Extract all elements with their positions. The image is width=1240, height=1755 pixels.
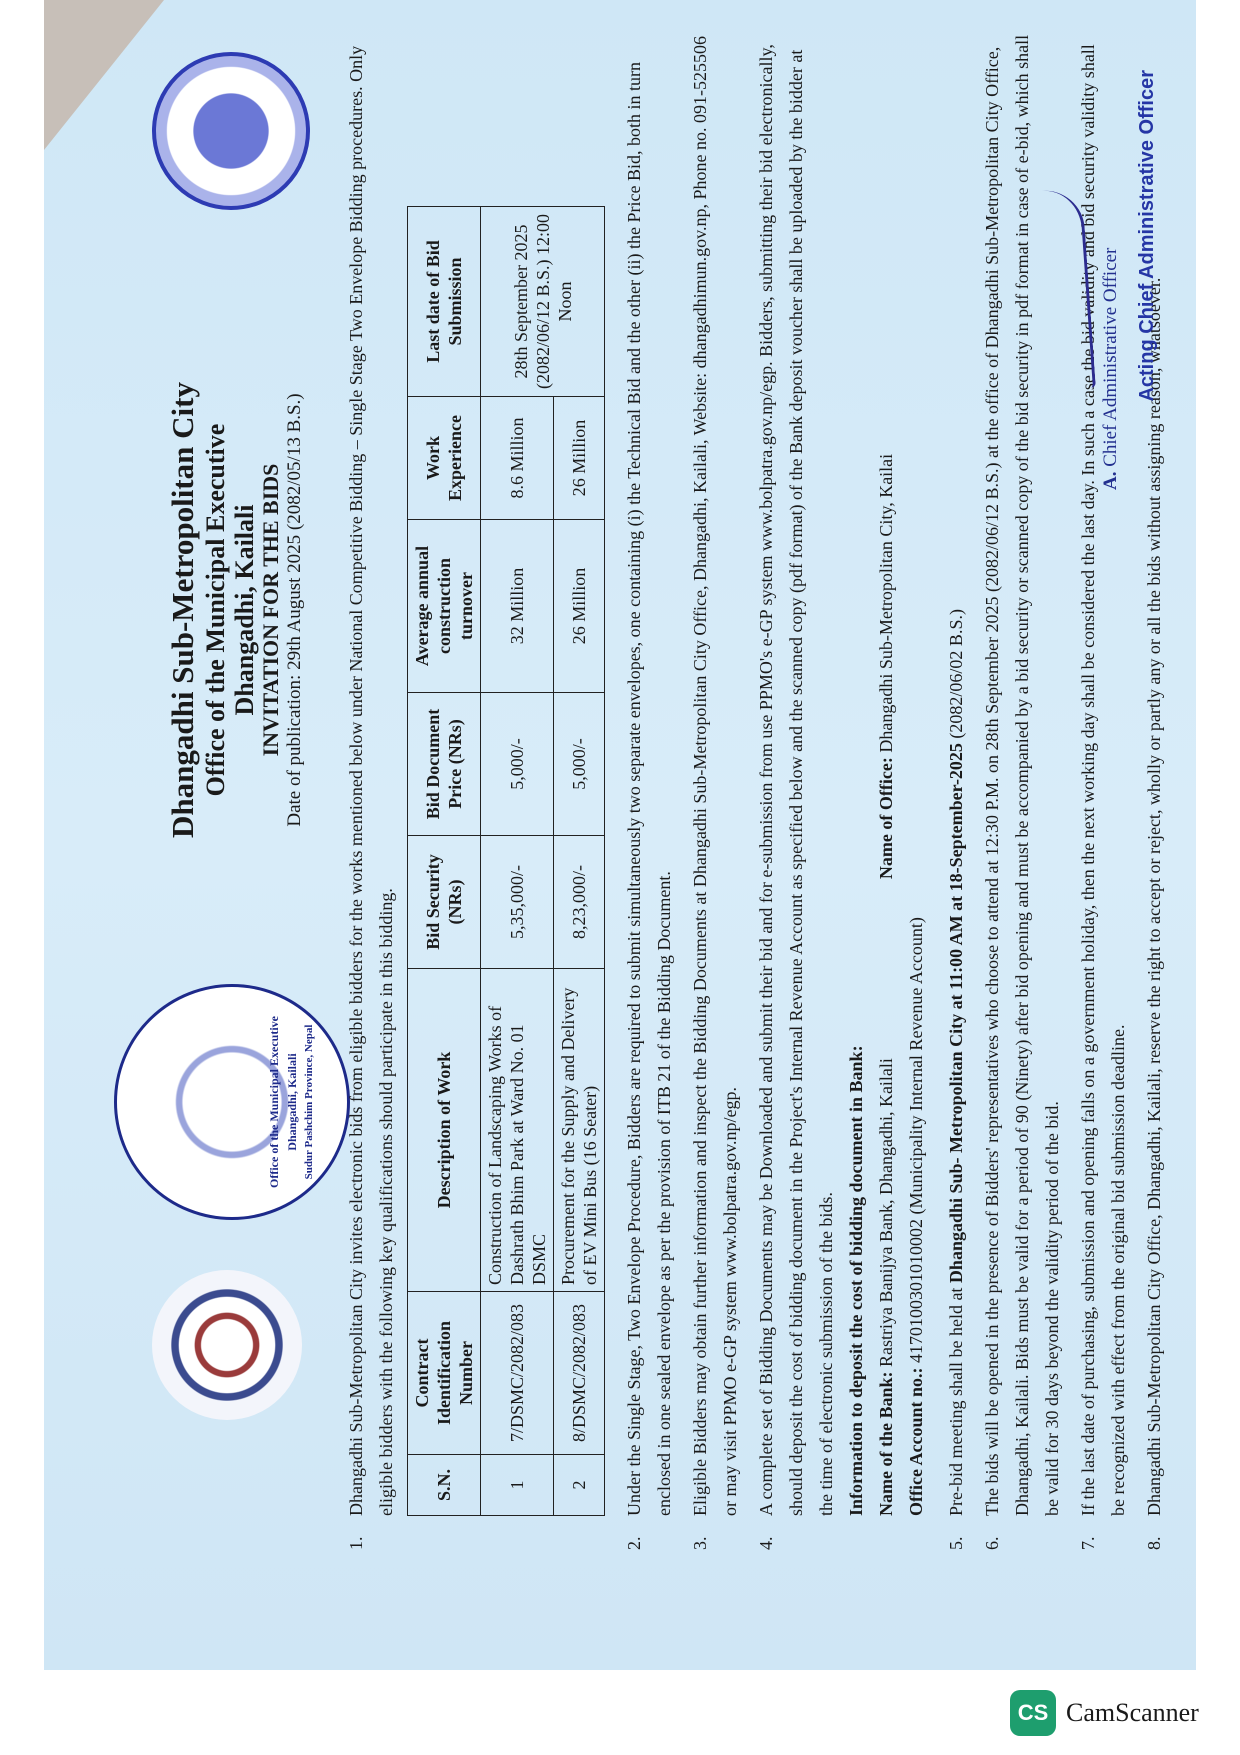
- works-table: [407, 206, 605, 1516]
- cell-bid-security: 8,23,000/-: [554, 836, 605, 969]
- table-row: [481, 207, 554, 1516]
- cell-doc-price: 5,000/-: [481, 693, 554, 836]
- cell-last-date: 28th September 2025 (2082/06/12 B.S.) 12:00 Noon: [481, 207, 605, 397]
- account-label: Office Account no.:: [906, 1367, 926, 1516]
- bank-label: Name of the Bank:: [876, 1371, 896, 1516]
- col-experience: Work Experience: [408, 397, 481, 520]
- col-bid-security: Bid Security (NRs): [408, 836, 481, 969]
- round-stamp-icon: [152, 52, 310, 210]
- org-name: Dhangadhi Sub-Metropolitan City: [165, 382, 200, 838]
- cell-description: Procurement for the Supply and Delivery of EV Mini Bus (16 Seater): [554, 969, 605, 1292]
- item-5: [941, 30, 971, 1550]
- seal-text-2: Dhangadhi, Kailali: [285, 1053, 299, 1151]
- item-text: Eligible Bidders may obtain further information and inspect the Bidding Documents at Dhangadhi Sub-Metropolitan City Office, Dhangadhi, Kailali, Website: dhangadhimun.gov.np, Phone no. 091-525506 or may visit PPMO e-GP system www.bolpatra.gov.np/egp.: [690, 36, 740, 1516]
- table-header-row: [408, 207, 481, 1516]
- signature-scribble: [1019, 188, 1096, 392]
- signature-block: [1046, 50, 1159, 490]
- item-5-text-b: Dhangadhi Sub- Metropolitan City at 11:00 AM at 18-September-2025: [946, 743, 966, 1284]
- camscanner-watermark: [1010, 1690, 1199, 1736]
- cell-description: Construction of Landscaping Works of Dashrath Bhim Park at Ward No. 01 DSMC: [481, 969, 554, 1292]
- item-5-text-c: (2082/06/02 B.S.): [946, 609, 966, 739]
- bank-info-heading: Information to deposit the cost of bidding document in Bank:: [846, 1045, 866, 1516]
- cell-experience: 26 Million: [554, 397, 605, 520]
- bank-value: Rastriya Banijya Bank, Dhangadhi, Kailali: [876, 1058, 896, 1367]
- item-number: 1.: [346, 1536, 366, 1550]
- item-number: 2.: [624, 1536, 644, 1550]
- item-text: Under the Single Stage, Two Envelope Procedure, Bidders are required to submit simultaneously two separate envelopes, one containing (i) the Technical Bid and the other (ii) the Price Bid, both in turn enclosed in one sealed envelope as per the provision of ITB 21 of the Bidding Document.: [624, 62, 674, 1516]
- item-text: If the last date of purchasing, submission and opening falls on a government holiday, then the next working day shall be considered the last day. In such a case the bid validity and bid security validity shall be recognized with effect from the original bid submission deadline.: [1078, 44, 1128, 1516]
- item-text: Dhangadhi Sub-Metropolitan City Office, Dhangadhi, Kailali, reserve the right to accept or reject, wholly or partly any or all the bids without assigning reason, whatsoever.: [1144, 277, 1164, 1516]
- item-number: 3.: [690, 1536, 710, 1550]
- cell-doc-price: 5,000/-: [554, 693, 605, 836]
- col-doc-price: Bid Document Price (NRs): [408, 693, 481, 836]
- item-4: [751, 30, 931, 1550]
- item-text: [941, 30, 971, 1516]
- item-text: Dhangadhi Sub-Metropolitan City invites electronic bids from eligible bidders for the works mentioned below under National Competitive Bidding – Single Stage Two Envelope Bidding procedures. Only eligible bidders with the following key qualifications should participate in this bidding.: [346, 45, 396, 1516]
- scanned-page: [44, 0, 1196, 1670]
- item-5-text-a: Pre-bid meeting shall be held at: [946, 1287, 966, 1516]
- item-text: The bids will be opened in the presence of Bidders' representatives who choose to attend at 12:30 P.M. on 28th September 2025 (2082/06/12 B.S.) at the office of Dhangadhi Sub-Metropolitan City Office, Dhangadhi, Kailali. Bids must be valid for a period of 90 (Ninety) after bid opening and must be accompanied by a bid security or scanned copy of the bid security in pdf format in case of e-bid, which shall be valid for 30 days beyond the validity period of the bid.: [982, 34, 1062, 1516]
- notice-header: [166, 260, 305, 960]
- cell-experience: 8.6 Million: [481, 397, 554, 520]
- publication-date: Date of publication: 29th August 2025 (2082/05/13 B.S.): [283, 393, 305, 827]
- cell-turnover: 32 Million: [481, 520, 554, 693]
- item-1: [341, 30, 401, 1550]
- col-description: Description of Work: [408, 969, 481, 1292]
- office-value: Dhangadhi Sub-Metropolitan City, Kailai: [876, 453, 896, 753]
- seal-text-3: Sudur Pashchim Province, Nepal: [303, 1024, 315, 1180]
- seal-text-1: Office of the Municipal Executive: [267, 1016, 281, 1188]
- item-number: 7.: [1078, 1536, 1098, 1550]
- item-number: 6.: [982, 1536, 1002, 1550]
- item-2: [619, 30, 679, 1550]
- table-row: [554, 207, 605, 1516]
- camscanner-logo-icon: CS: [1010, 1690, 1056, 1736]
- item-number: 5.: [946, 1536, 966, 1550]
- cell-sn: 2: [554, 1455, 605, 1516]
- col-sn: S.N.: [408, 1455, 481, 1516]
- col-turnover: Average annual construction turnover: [408, 520, 481, 693]
- cell-contract-id: 7/DSMC/2082/083: [481, 1292, 554, 1455]
- nepal-emblem-icon: [152, 1270, 302, 1420]
- col-last-date: Last date of Bid Submission: [408, 207, 481, 397]
- office-label: Name of Office:: [876, 757, 896, 880]
- signature-mark: A.: [1100, 471, 1121, 490]
- item-4-body: A complete set of Bidding Documents may be Downloaded and submit their bid and for e-submission from use PPMO's e-GP system www.bolpatra.gov.np/egp. Bidders, submitting their bid electronically, should deposit the cost of bidding document in the Project's Internal Revenue Account as specified below and the scanned copy (pdf format) of the Bank deposit voucher shall be uploaded by the bidder at the time of electronic submission of the bids.: [756, 44, 836, 1516]
- camscanner-label: CamScanner: [1066, 1698, 1199, 1727]
- signatory-title: Chief Administrative Officer: [1100, 247, 1121, 467]
- office-name: Office of the Municipal Executive: [200, 423, 230, 797]
- col-contract-id: Contract Identification Number: [408, 1292, 481, 1455]
- item-number: 8.: [1144, 1536, 1164, 1550]
- cell-turnover: 26 Million: [554, 520, 605, 693]
- office-location: Dhangadhi, Kailali: [229, 504, 259, 716]
- signature-stamp: Acting Chief Administrative Officer: [1136, 70, 1158, 402]
- signature-title: [1100, 50, 1122, 490]
- rotated-notice: [56, 20, 1186, 1660]
- cell-bid-security: 5,35,000/-: [481, 836, 554, 969]
- item-3: [685, 30, 745, 1550]
- cell-sn: 1: [481, 1455, 554, 1516]
- item-text: [751, 30, 931, 1516]
- notice-title: INVITATION FOR THE BIDS: [257, 463, 283, 757]
- account-value: 4170100301010002 (Municipality Internal Revenue Account): [906, 917, 926, 1364]
- item-number: 4.: [756, 1536, 776, 1550]
- cell-contract-id: 8/DSMC/2082/083: [554, 1292, 605, 1455]
- office-seal-icon: [114, 984, 350, 1220]
